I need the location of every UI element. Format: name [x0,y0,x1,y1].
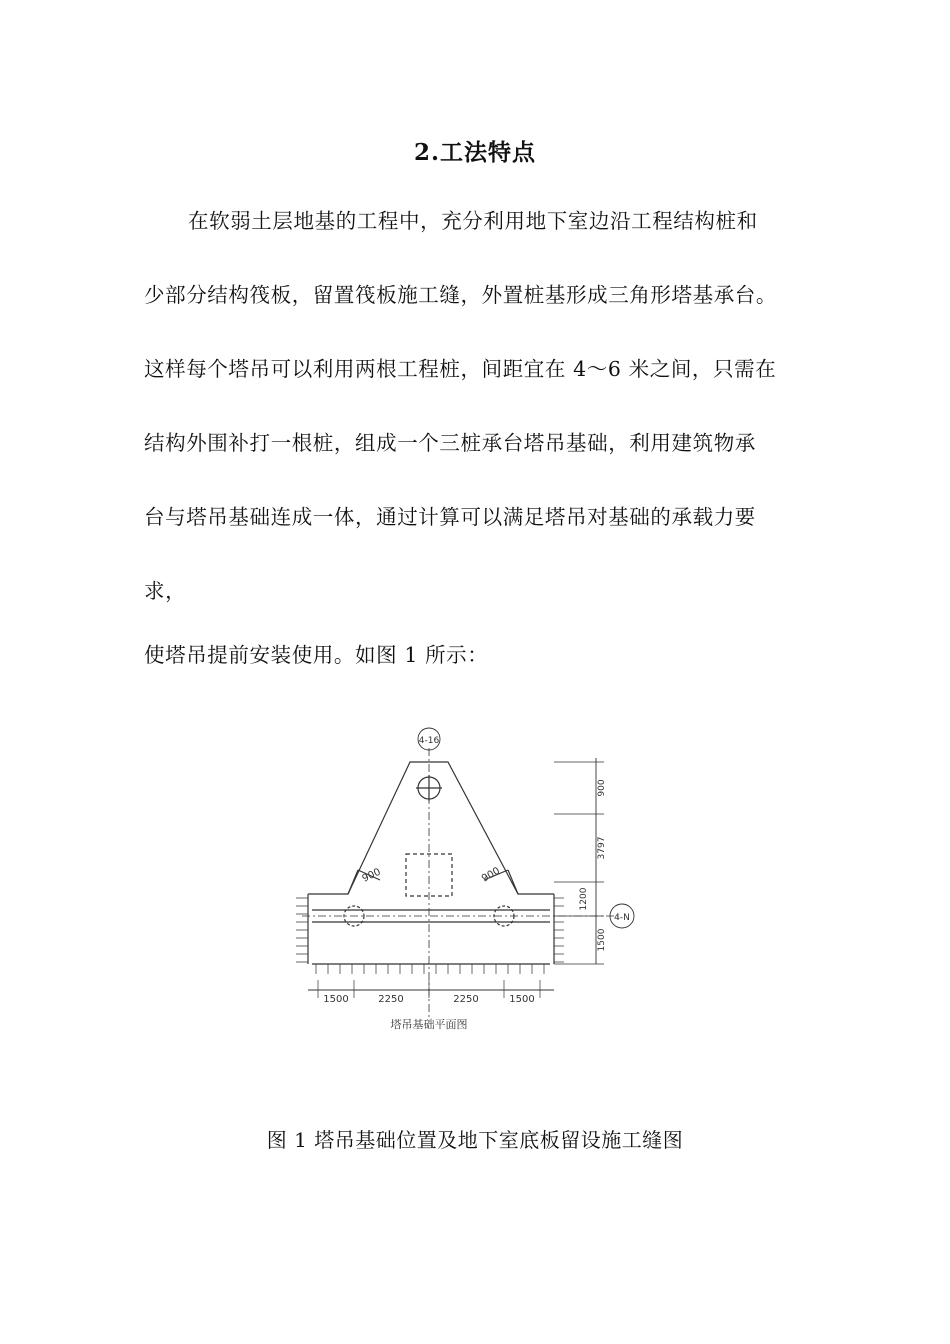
paragraph-line: 少部分结构筏板，留置筏板施工缝，外置桩基形成三角形塔基承台。 [144,283,777,307]
axis-label-top: 4-16 [418,736,440,746]
paragraph-line: 求， [144,579,187,603]
dim-label-900-right: 900 [480,865,503,885]
paragraph-line: 结构外围补打一根桩，组成一个三桩承台塔吊基础，利用建筑物承 [144,431,756,455]
paragraph-line: 在软弱土层地基的工程中，充分利用地下室边沿工程结构桩和 [188,209,758,233]
paragraph-line: 这样每个塔吊可以利用两根工程桩，间距宜在 4～6 米之间，只需在 [144,357,777,381]
dim-label-900-left: 900 [360,866,383,885]
axis-label-right: 4-N [614,913,630,923]
foundation-plan-drawing [288,722,668,1042]
dim-label-h: 1500 [323,994,349,1005]
figure-caption: 图 1 塔吊基础位置及地下室底板留设施工缝图 [266,1128,684,1152]
dim-label-h: 1500 [509,994,535,1005]
dim-label-v-3797: 3797 [597,836,607,860]
dim-label-v-1200: 1200 [579,887,589,911]
dim-label-v-1500: 1500 [597,928,607,952]
tower-crane-foundation-plan-figure [288,722,668,1042]
paragraph-line: 使塔吊提前安装使用。如图 1 所示： [144,643,489,667]
triangle-cap-outline [308,762,554,894]
drawing-title: 塔吊基础平面图 [390,1018,468,1031]
section-heading: 2.工法特点 [413,139,536,166]
dim-label-v-900: 900 [597,779,607,797]
paragraph-line: 台与塔吊基础连成一体，通过计算可以满足塔吊对基础的承载力要 [144,505,756,529]
dim-label-h: 2250 [453,994,479,1005]
dim-label-h: 2250 [378,994,404,1005]
